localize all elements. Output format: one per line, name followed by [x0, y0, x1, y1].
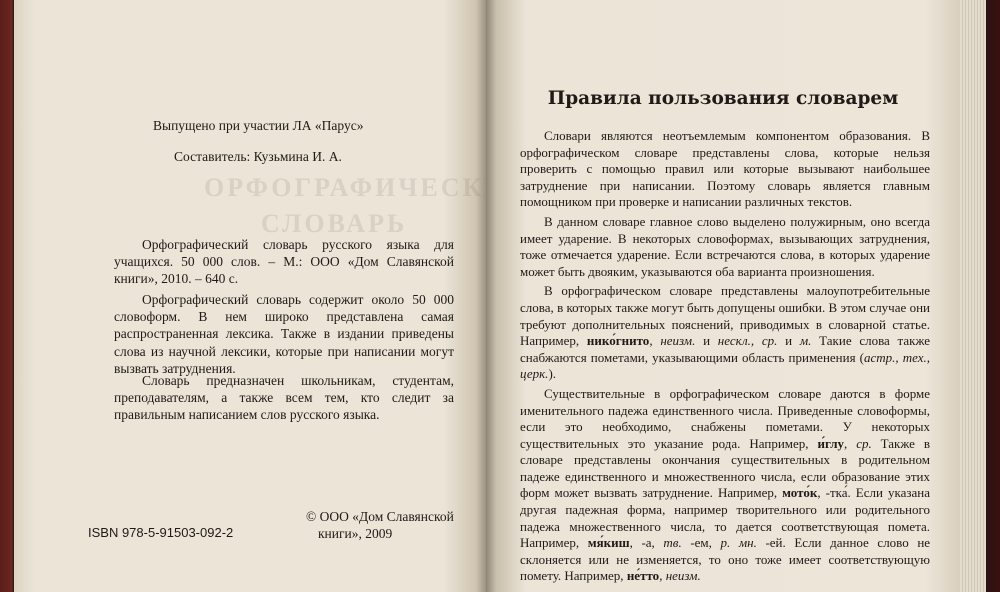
usage-mark: тв.	[663, 535, 682, 551]
text-run: и	[703, 333, 711, 349]
text-run: В орфографическом словаре представлены малоупотребительные слова, в которых также могут быть допущены ошибки. В этом случае они требуют дополнительных пояснений, приводимых в словарной статье. Например,	[520, 283, 930, 349]
para-annotation: Орфографический словарь содержит около 50 000 словоформ. В нем широко представлена самая распространенная лексика. Также в издании приведены слова из научной лексики, которые при написании могут вызвать затруднения.	[114, 292, 454, 376]
text-run: , -тка́. Если указана другая падежная форма, например творительного или родительного падежа множественного числа, то дается соответствующая помета. Например,	[520, 485, 931, 551]
rules-paragraph-2: В данном словаре главное слово выделено полужирным, оно всегда имеет ударение. В некоторых словоформах, вызывающих затруднения, тоже отмечается ударение. Если встречаются слова, в которых ударение может быть двояким, указываются оба варианта произношения.	[520, 213, 930, 279]
para-bibliographic: Орфографический словарь русского языка для учащихся. 50 000 слов. – М.: ООО «Дом Славянской книги», 2010. – 640 с.	[114, 237, 454, 287]
usage-mark: р. мн.	[720, 535, 757, 551]
text-run: Также в словаре представлены окончания существительных в родительном падеже единственного и множественного числа, если образование этих форм может вызвать затруднение. Например,	[520, 435, 931, 501]
rules-paragraph-3	[520, 283, 930, 383]
page-block-edge	[960, 0, 986, 592]
dictionary-annotation	[114, 291, 454, 377]
text-run: -ей. Если данное слово не склоняется или не изменяется, то оно тоже имеет соответствующую помету. Например,	[520, 535, 931, 584]
para-audience: Словарь предназначен школьникам, студентам, преподавателям, а также всем тем, кто следит за правильным написанием слов русского языка.	[114, 373, 454, 423]
text-run: ,	[649, 333, 653, 349]
usage-mark: м.	[799, 333, 812, 349]
rules-text	[520, 128, 930, 588]
text-run: ).	[548, 366, 557, 382]
text-run: и	[785, 333, 793, 349]
left-page	[14, 0, 531, 592]
text-run: -ем,	[690, 535, 712, 551]
right-page	[486, 0, 960, 592]
text-run: Такие слова также снабжаются пометами, указывающими область применения (	[520, 333, 931, 365]
headword: мя́киш	[587, 535, 630, 551]
headword: и́глу	[817, 435, 844, 451]
text-run: ,	[659, 568, 663, 584]
headword: не́тто	[626, 568, 660, 584]
copyright-block	[306, 508, 476, 542]
usage-mark: нескл., ср.	[717, 333, 778, 349]
headword: нико́гнито	[586, 333, 650, 349]
usage-mark: неизм.	[665, 568, 701, 584]
copyright-line-1: © ООО «Дом Славянской	[306, 509, 454, 524]
copyright-line-2: книги», 2009	[318, 526, 393, 541]
text-run: ,	[844, 435, 848, 451]
headword: мото́к	[782, 485, 818, 501]
imprint-line: Выпущено при участии ЛА «Парус»	[153, 118, 364, 133]
target-audience	[114, 372, 454, 424]
usage-mark: ср.	[856, 435, 872, 451]
text-run: Существительные в орфографическом словаре даются в форме именительного падежа единственного числа. Приведенные словоформы, если это необходимо, снабжены пометами. У некоторых существительных это указание рода. Например,	[520, 385, 930, 451]
compiler-line: Составитель: Кузьмина И. А.	[174, 149, 342, 164]
isbn-line: ISBN 978-5-91503-092-2	[88, 525, 234, 540]
rules-paragraph-1: Словари являются неотъемлемым компонентом образования. В орфографическом словаре представлены слова, которые нельзя проверить с помощью правил или которые вызывают наибольшее затруднение при написании. Поэтому словарь является главным помощником при проверке и написании различных текстов.	[520, 128, 930, 210]
bleed-through-text: ОРФОГРАФИЧЕСКИЙ СЛОВАРЬ	[204, 173, 531, 238]
usage-mark: астр., тех., церк.	[520, 349, 930, 382]
page-title: Правила пользования словарем	[547, 88, 899, 109]
rules-paragraph-4	[520, 386, 930, 585]
usage-mark: неизм.	[660, 333, 696, 349]
bibliographic-description	[114, 236, 454, 288]
text-run: , -а,	[629, 535, 655, 551]
